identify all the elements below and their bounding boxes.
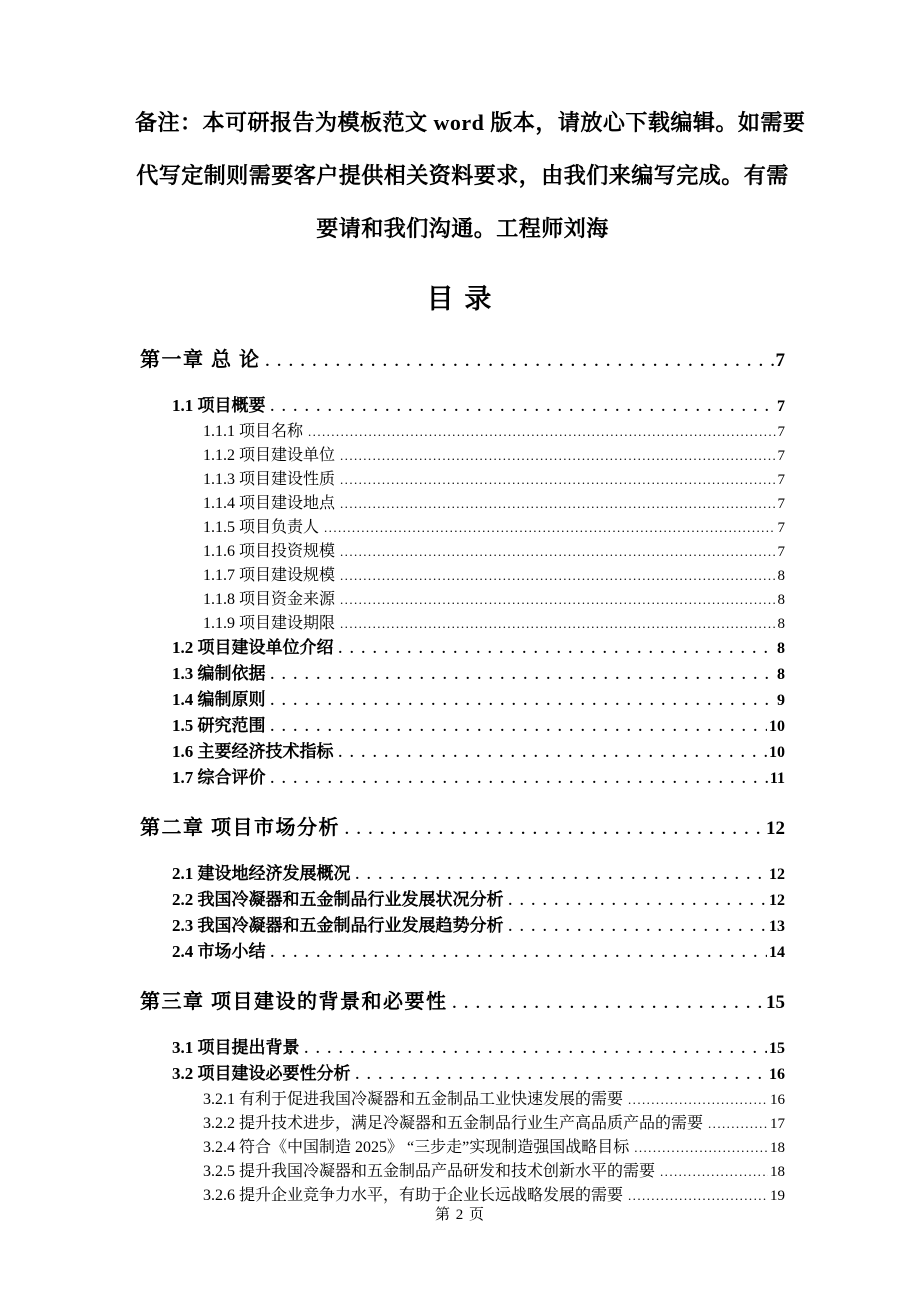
note-paragraph <box>135 96 806 255</box>
toc-entry-label: 2.2 我国冷凝器和五金制品行业发展状况分析 <box>172 890 504 909</box>
toc-entry[interactable] <box>140 394 785 420</box>
toc-entry[interactable] <box>140 989 785 1017</box>
toc-entry-page: 18 <box>770 1164 785 1180</box>
toc-entry-page: 7 <box>777 398 785 415</box>
toc-title: 目 录 <box>426 284 494 314</box>
toc-leader-dots <box>708 1112 768 1135</box>
toc-entry[interactable] <box>140 766 785 792</box>
toc-entry-label: 1.6 主要经济技术指标 <box>172 742 334 761</box>
toc-entry[interactable] <box>140 740 785 766</box>
toc-entry-label: 3.1 项目提出背景 <box>172 1038 300 1057</box>
toc-leader-dots <box>509 890 768 914</box>
toc-leader-dots <box>340 540 775 563</box>
toc-leader-dots <box>340 468 775 491</box>
toc-leader-dots <box>345 817 764 843</box>
toc-leader-dots <box>271 690 776 714</box>
toc-entry-page: 16 <box>769 1066 785 1083</box>
toc-leader-dots <box>305 1038 768 1062</box>
toc-entry[interactable] <box>140 1062 785 1088</box>
toc-entry-page: 12 <box>769 892 785 909</box>
toc-entry-page: 7 <box>777 520 785 536</box>
toc-entry-label: 1.1.3 项目建设性质 <box>203 471 336 488</box>
toc-entry-label: 3.2.2 提升技术进步，满足冷凝器和五金制品行业生产高品质产品的需要 <box>203 1115 704 1132</box>
toc-entry-page: 9 <box>777 692 785 709</box>
toc-entry[interactable] <box>140 1088 785 1112</box>
toc-leader-dots <box>634 1136 768 1159</box>
footer-page-number: 第 2 页 <box>434 1207 485 1223</box>
toc-leader-dots <box>509 916 768 940</box>
toc-entry-page: 8 <box>777 640 785 657</box>
toc-entry-label: 1.1 项目概要 <box>172 396 266 415</box>
toc-list <box>140 347 785 1208</box>
note-line: 要请和我们沟通。工程师刘海 <box>316 216 609 241</box>
toc-entry[interactable] <box>140 940 785 966</box>
toc-entry-page: 19 <box>770 1188 785 1204</box>
toc-leader-dots <box>324 516 775 539</box>
toc-leader-dots <box>308 420 775 443</box>
toc-entry[interactable] <box>140 588 785 612</box>
toc-entry-label: 1.2 项目建设单位介绍 <box>172 638 334 657</box>
toc-entry-label: 1.7 综合评价 <box>172 768 266 787</box>
toc-entry-label: 3.2.6 提升企业竞争力水平，有助于企业长远战略发展的需要 <box>203 1187 624 1204</box>
toc-entry-page: 10 <box>769 718 785 735</box>
toc-entry[interactable] <box>140 815 785 843</box>
toc-leader-dots <box>266 349 774 375</box>
toc-leader-dots <box>340 444 775 467</box>
toc-entry[interactable] <box>140 444 785 468</box>
toc-entry-label: 1.1.4 项目建设地点 <box>203 495 336 512</box>
toc-leader-dots <box>340 588 775 611</box>
toc-entry-page: 8 <box>777 666 785 683</box>
toc-entry-label: 1.1.5 项目负责人 <box>203 519 320 536</box>
toc-entry[interactable] <box>140 1036 785 1062</box>
toc-leader-dots <box>660 1160 768 1183</box>
toc-entry[interactable] <box>140 540 785 564</box>
toc-entry-page: 8 <box>777 592 785 608</box>
toc-entry-label: 第一章 总 论 <box>140 349 261 371</box>
toc-entry-page: 13 <box>769 918 785 935</box>
toc-entry-page: 7 <box>777 424 785 440</box>
toc-entry-page: 16 <box>770 1092 785 1108</box>
toc-entry-label: 1.1.9 项目建设期限 <box>203 615 336 632</box>
toc-leader-dots <box>271 716 768 740</box>
toc-entry-page: 15 <box>769 1040 785 1057</box>
toc-entry[interactable] <box>140 1136 785 1160</box>
toc-entry[interactable] <box>140 468 785 492</box>
toc-leader-dots <box>339 638 776 662</box>
toc-leader-dots <box>271 664 776 688</box>
toc-entry[interactable] <box>140 914 785 940</box>
toc-leader-dots <box>356 864 768 888</box>
toc-entry-label: 第三章 项目建设的背景和必要性 <box>140 991 448 1013</box>
toc-leader-dots <box>271 768 768 792</box>
toc-entry[interactable] <box>140 612 785 636</box>
toc-entry-page: 17 <box>770 1116 785 1132</box>
toc-entry-page: 7 <box>777 448 785 464</box>
toc-entry[interactable] <box>140 636 785 662</box>
toc-leader-dots <box>340 612 775 635</box>
toc-entry-label: 2.4 市场小结 <box>172 942 266 961</box>
toc-entry-page: 7 <box>777 472 785 488</box>
toc-entry[interactable] <box>140 564 785 588</box>
toc-entry[interactable] <box>140 516 785 540</box>
toc-entry-label: 3.2.5 提升我国冷凝器和五金制品产品研发和技术创新水平的需要 <box>203 1163 656 1180</box>
toc-entry[interactable] <box>140 420 785 444</box>
toc-entry[interactable] <box>140 662 785 688</box>
toc-entry[interactable] <box>140 492 785 516</box>
toc-entry-label: 1.4 编制原则 <box>172 690 266 709</box>
toc-entry[interactable] <box>140 888 785 914</box>
toc-entry[interactable] <box>140 714 785 740</box>
toc-entry-page: 12 <box>769 866 785 883</box>
toc-entry-label: 2.3 我国冷凝器和五金制品行业发展趋势分析 <box>172 916 504 935</box>
toc-entry-page: 8 <box>777 568 785 584</box>
toc-entry[interactable] <box>140 862 785 888</box>
toc-entry-page: 7 <box>777 496 785 512</box>
toc-entry-label: 1.5 研究范围 <box>172 716 266 735</box>
toc-entry[interactable] <box>140 347 785 375</box>
toc-entry-label: 1.3 编制依据 <box>172 664 266 683</box>
toc-entry-page: 18 <box>770 1140 785 1156</box>
toc-entry-label: 第二章 项目市场分析 <box>140 817 340 839</box>
toc-entry-label: 1.1.1 项目名称 <box>203 423 304 440</box>
note-line: 备注：本可研报告为模板范文 word 版本，请放心下载编辑。如需要 <box>135 110 806 135</box>
toc-leader-dots <box>453 991 765 1017</box>
toc-entry-label: 1.1.8 项目资金来源 <box>203 591 336 608</box>
toc-entry-page: 8 <box>777 616 785 632</box>
toc-entry-label: 2.1 建设地经济发展概况 <box>172 864 351 883</box>
toc-entry-label: 1.1.7 项目建设规模 <box>203 567 336 584</box>
toc-leader-dots <box>271 396 776 420</box>
toc-leader-dots <box>356 1064 768 1088</box>
note-line: 代写定制则需要客户提供相关资料要求，由我们来编写完成。有需 <box>136 163 789 188</box>
toc-entry[interactable] <box>140 688 785 714</box>
toc-leader-dots <box>271 942 768 966</box>
toc-entry-page: 10 <box>769 744 785 761</box>
toc-entry[interactable] <box>140 1160 785 1184</box>
toc-leader-dots <box>340 564 775 587</box>
toc-entry-label: 3.2.1 有利于促进我国冷凝器和五金制品工业快速发展的需要 <box>203 1091 624 1108</box>
toc-entry[interactable] <box>140 1112 785 1136</box>
toc-leader-dots <box>339 742 768 766</box>
toc-entry-page: 7 <box>777 544 785 560</box>
toc-entry-page: 14 <box>769 944 785 961</box>
toc-entry-page: 7 <box>775 350 785 371</box>
toc-leader-dots <box>340 492 775 515</box>
toc-entry-page: 15 <box>766 992 785 1013</box>
toc-entry-label: 1.1.2 项目建设单位 <box>203 447 336 464</box>
toc-entry-label: 3.2.4 符合《中国制造 2025》 “三步走”实现制造强国战略目标 <box>203 1139 630 1156</box>
toc-entry-page: 12 <box>766 818 785 839</box>
toc-entry-label: 1.1.6 项目投资规模 <box>203 543 336 560</box>
toc-leader-dots <box>628 1088 768 1111</box>
toc-entry-page: 11 <box>769 770 785 787</box>
toc-entry-label: 3.2 项目建设必要性分析 <box>172 1064 351 1083</box>
